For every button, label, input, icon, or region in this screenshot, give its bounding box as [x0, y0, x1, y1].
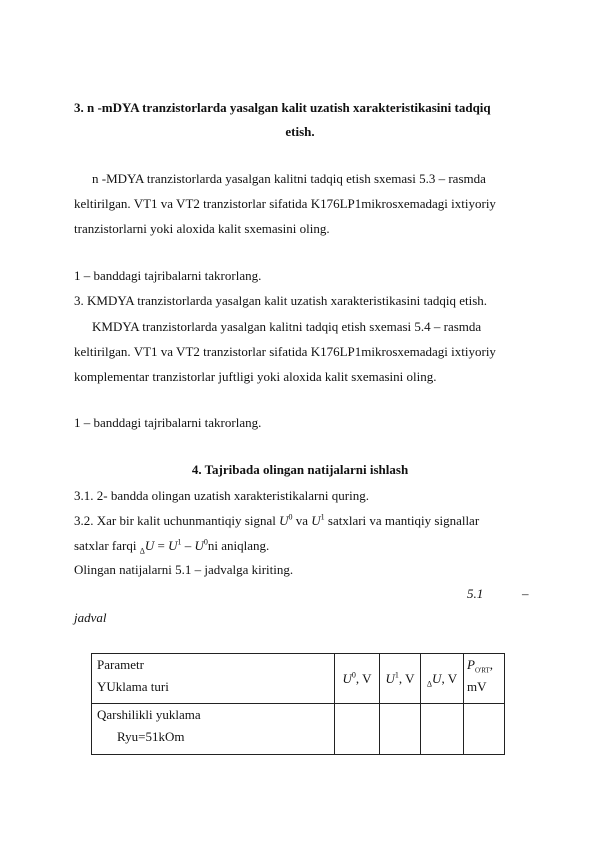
table-caption-label: jadval — [74, 610, 107, 625]
paragraph-line: keltirilgan. VT1 va VT2 tranzistorlar sifatida K176LP1mikrosxemadagi ixtiyoriy — [74, 344, 496, 359]
table-row — [92, 704, 505, 755]
table-header-param: Parametr YUklama turi — [92, 654, 335, 704]
instruction-line: 1 – banddagi tajribalarni takrorlang. — [74, 268, 262, 283]
table-header-delta-u: $_\Delta$U, V — [421, 654, 464, 704]
list-item-continuation: satxlar farqi $_\Delta U = U^1 - U^0ni$ aniqlang. — [74, 537, 270, 556]
table-cell-load-type: Qarshilikli yuklama Ryu=51kOm — [92, 704, 335, 755]
paragraph-line: n -MDYA tranzistorlarda yasalgan kalitni tadqiq etish sxemasi 5.3 – rasmda — [92, 171, 486, 186]
instruction-line: 1 – banddagi tajribalarni takrorlang. — [74, 415, 262, 430]
math-u: U — [311, 513, 321, 528]
table-header-power: $P_{O'RT}$, mV — [464, 654, 505, 704]
section-heading: 4. Tajribada olingan natijalarni ishlash — [191, 462, 409, 477]
heading-line: 3. n -mDYA tranzistorlarda yasalgan kalit uzatish xarakteristikasini tadqiq — [74, 100, 491, 115]
paragraph-line: komplementar tranzistorlar juftligi yoki aloxida kalit sxemasini oling. — [74, 369, 437, 384]
table-cell-power — [464, 704, 505, 755]
table-cell-u0 — [335, 704, 380, 755]
section-heading-continuation: etish. — [285, 124, 315, 139]
results-table — [91, 653, 505, 755]
paragraph-line: keltirilgan. VT1 va VT2 tranzistorlar sifatida K176LP1mikrosxemadagi ixtiyoriy — [74, 196, 496, 211]
table-header-u0: $U^0$, V — [335, 654, 380, 704]
section-heading — [74, 101, 491, 114]
table-cell-u1 — [380, 704, 421, 755]
table-header-row — [92, 654, 505, 704]
math-u: U — [279, 513, 289, 528]
instruction-line: Olingan natijalarni 5.1 – jadvalga kiriting. — [74, 562, 294, 577]
table-caption-dash: – — [522, 586, 529, 601]
paragraph-line: tranzistorlarni yoki aloxida kalit sxemasini oling. — [74, 221, 330, 236]
table-header-u1: $U^1$, V — [380, 654, 421, 704]
subsection-heading: 3. KMDYA tranzistorlarda yasalgan kalit uzatish xarakteristikasini tadqiq etish. — [74, 293, 488, 308]
paragraph-line: KMDYA tranzistorlarda yasalgan kalitni tadqiq etish sxemasi 5.4 – rasmda — [92, 319, 482, 334]
table-caption-number: 5.1 — [467, 586, 484, 601]
table-cell-delta-u — [421, 704, 464, 755]
list-item: 3.2. Xar bir kalit uchunmantiqiy signal $U^0$ va $U^1$ satxlari va mantiqiy signallar — [74, 512, 480, 528]
list-item: 3.1. 2- bandda olingan uzatish xarakteristikalarni quring. — [74, 488, 369, 503]
